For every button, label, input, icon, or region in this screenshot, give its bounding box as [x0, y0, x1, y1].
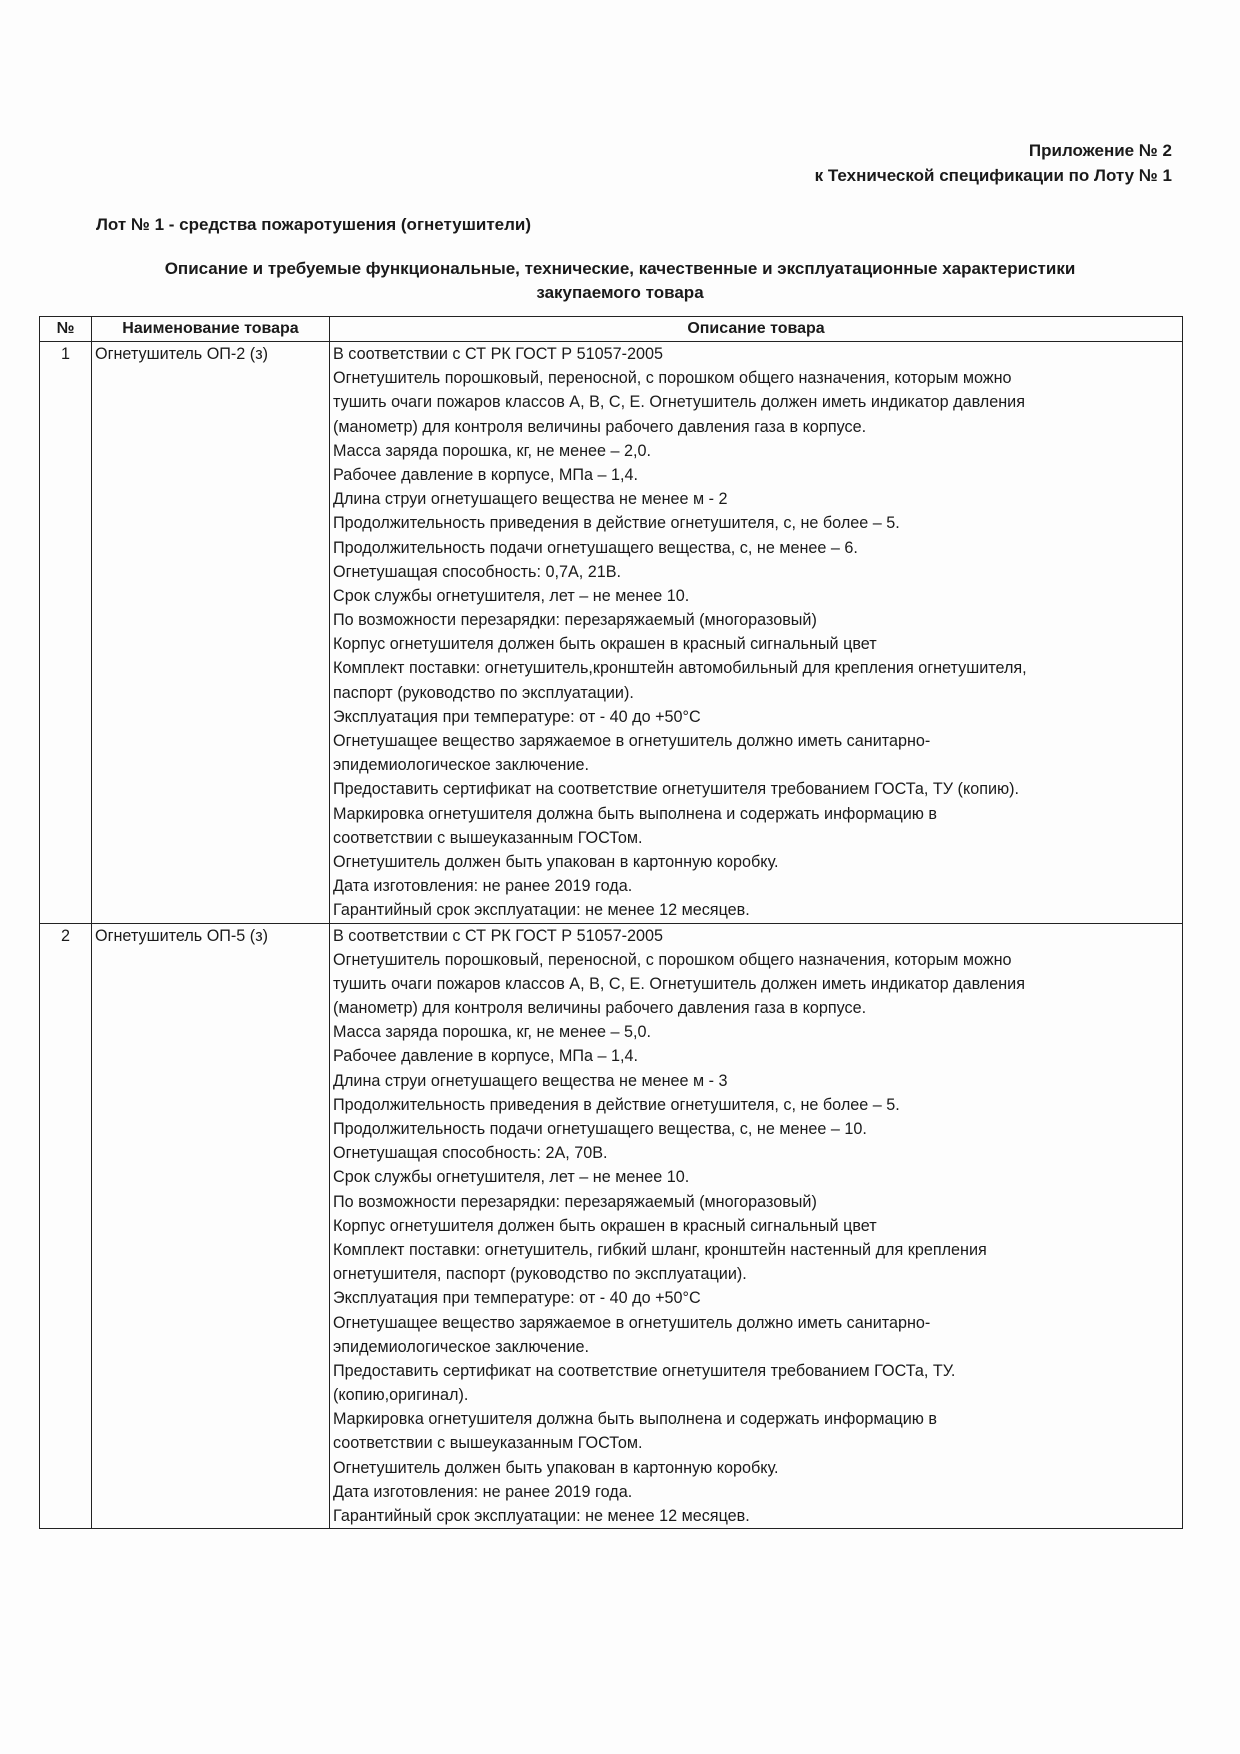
description-line: Предоставить сертификат на соответствие огнетушителя требованием ГОСТа, ТУ (копию). — [333, 780, 1020, 799]
description-line: Дата изготовления: не ранее 2019 года. — [333, 877, 633, 896]
description-line: Огнетушитель должен быть упакован в картонную коробку. — [333, 852, 779, 871]
description-title-line-2: закупаемого товара — [536, 283, 704, 302]
description-line: Масса заряда порошка, кг, не менее – 5,0. — [333, 1023, 652, 1042]
description-line: (манометр) для контроля величины рабочего давления газа в корпусе. — [333, 999, 867, 1018]
description-line: эпидемиологическое заключение. — [333, 1337, 590, 1356]
table-row — [40, 342, 1183, 924]
description-line: Огнетушитель должен быть упакован в картонную коробку. — [333, 1458, 779, 1477]
header-product-name: Наименование товара — [92, 317, 330, 342]
description-line: Огнетушащее вещество заряжаемое в огнетушитель должно иметь санитарно- — [333, 732, 931, 750]
description-line: паспорт (руководство по эксплуатации). — [333, 683, 634, 702]
description-line: Огнетушитель порошковый, переносной, с порошком общего назначения, которым можно — [333, 950, 1012, 969]
description-line: эпидемиологическое заключение. — [333, 756, 590, 775]
description-line: тушить очаги пожаров классов А, В, С, Е. Огнетушитель должен иметь индикатор давления — [333, 974, 1025, 993]
description-line: Гарантийный срок эксплуатации: не менее 12 месяцев. — [333, 1507, 750, 1525]
description-line: Эксплуатация при температуре: от - 40 до +50°С — [333, 707, 701, 726]
appendix-reference: к Технической спецификации по Лоту № 1 — [814, 166, 1172, 185]
description-line: Маркировка огнетушителя должна быть выполнена и содержать информацию в — [333, 804, 938, 823]
description-line: Огнетушитель порошковый, переносной, с порошком общего назначения, которым можно — [333, 369, 1012, 388]
description-line: По возможности перезарядки: перезаряжаемый (многоразовый) — [333, 611, 817, 630]
description-line: Огнетушащее вещество заряжаемое в огнетушитель должно иметь санитарно- — [333, 1313, 931, 1332]
description-line: Корпус огнетушителя должен быть окрашен в красный сигнальный цвет — [333, 635, 877, 654]
description-line: (копию,оригинал). — [333, 1386, 469, 1405]
description-line: соответствии с вышеуказанным ГОСТом. — [333, 1434, 643, 1453]
specification-table — [39, 316, 1183, 1529]
description-line: Предоставить сертификат на соответствие огнетушителя требованием ГОСТа, ТУ. — [333, 1361, 956, 1380]
description-line: Корпус огнетушителя должен быть окрашен в красный сигнальный цвет — [333, 1216, 877, 1235]
description-line: огнетушителя, паспорт (руководство по эксплуатации). — [333, 1265, 747, 1284]
table-row — [40, 923, 1183, 1529]
description-line: тушить очаги пожаров классов А, В, С, Е. Огнетушитель должен иметь индикатор давления — [333, 393, 1025, 412]
description-line: Продолжительность подачи огнетушащего вещества, с, не менее – 6. — [333, 538, 858, 557]
description-line: (манометр) для контроля величины рабочего давления газа в корпусе. — [333, 417, 867, 436]
appendix-number: Приложение № 2 — [1028, 141, 1172, 160]
table-body — [40, 342, 1183, 1529]
description-line: Гарантийный срок эксплуатации: не менее 12 месяцев. — [333, 901, 750, 920]
description-line: Продолжительность приведения в действие огнетушителя, с, не более – 5. — [333, 1095, 900, 1114]
description-line: Продолжительность подачи огнетушащего вещества, с, не менее – 10. — [333, 1120, 867, 1138]
header-product-description: Описание товара — [330, 317, 1183, 342]
description-line: Масса заряда порошка, кг, не менее – 2,0. — [333, 441, 652, 460]
description-title-line-1: Описание и требуемые функциональные, технические, качественные и эксплуатационные характеристики — [164, 259, 1076, 278]
description-line: В соответствии с СТ РК ГОСТ Р 51057-2005 — [333, 345, 663, 363]
description-line: В соответствии с СТ РК ГОСТ Р 51057-2005 — [333, 926, 663, 945]
lot-title: Лот № 1 - средства пожаротушения (огнетушители) — [96, 215, 532, 234]
description-line: Срок службы огнетушителя, лет – не менее 10. — [333, 1168, 690, 1187]
header-number: № — [40, 317, 92, 342]
description-line: Огнетушащая способность: 2А, 70В. — [333, 1144, 608, 1163]
row-number: 1 — [40, 342, 92, 924]
description-line: Маркировка огнетушителя должна быть выполнена и содержать информацию в — [333, 1410, 938, 1429]
description-line: Эксплуатация при температуре: от - 40 до +50°С — [333, 1289, 701, 1308]
description-line: Огнетушащая способность: 0,7А, 21В. — [333, 562, 622, 581]
product-description — [330, 923, 1183, 1529]
table-header-row — [40, 317, 1183, 342]
description-line: Рабочее давление в корпусе, МПа – 1,4. — [333, 465, 638, 484]
row-number: 2 — [40, 923, 92, 1529]
description-line: Длина струи огнетушащего вещества не менее м - 3 — [333, 1071, 728, 1090]
description-line: Продолжительность приведения в действие огнетушителя, с, не более – 5. — [333, 514, 900, 533]
description-line: Комплект поставки: огнетушитель,кронштейн автомобильный для крепления огнетушителя, — [333, 659, 1027, 678]
product-name: Огнетушитель ОП-2 (з) — [92, 342, 330, 924]
description-line: Дата изготовления: не ранее 2019 года. — [333, 1482, 633, 1501]
description-line: Комплект поставки: огнетушитель, гибкий шланг, кронштейн настенный для крепления — [333, 1240, 987, 1259]
description-line: По возможности перезарядки: перезаряжаемый (многоразовый) — [333, 1192, 817, 1211]
description-line: Рабочее давление в корпусе, МПа – 1,4. — [333, 1047, 638, 1066]
description-line: Срок службы огнетушителя, лет – не менее 10. — [333, 586, 690, 605]
product-description — [330, 342, 1183, 924]
product-name: Огнетушитель ОП-5 (з) — [92, 923, 330, 1529]
description-line: соответствии с вышеуказанным ГОСТом. — [333, 828, 643, 847]
description-line: Длина струи огнетушащего вещества не менее м - 2 — [333, 490, 728, 509]
appendix-header — [815, 138, 1172, 188]
description-title — [60, 257, 1180, 305]
